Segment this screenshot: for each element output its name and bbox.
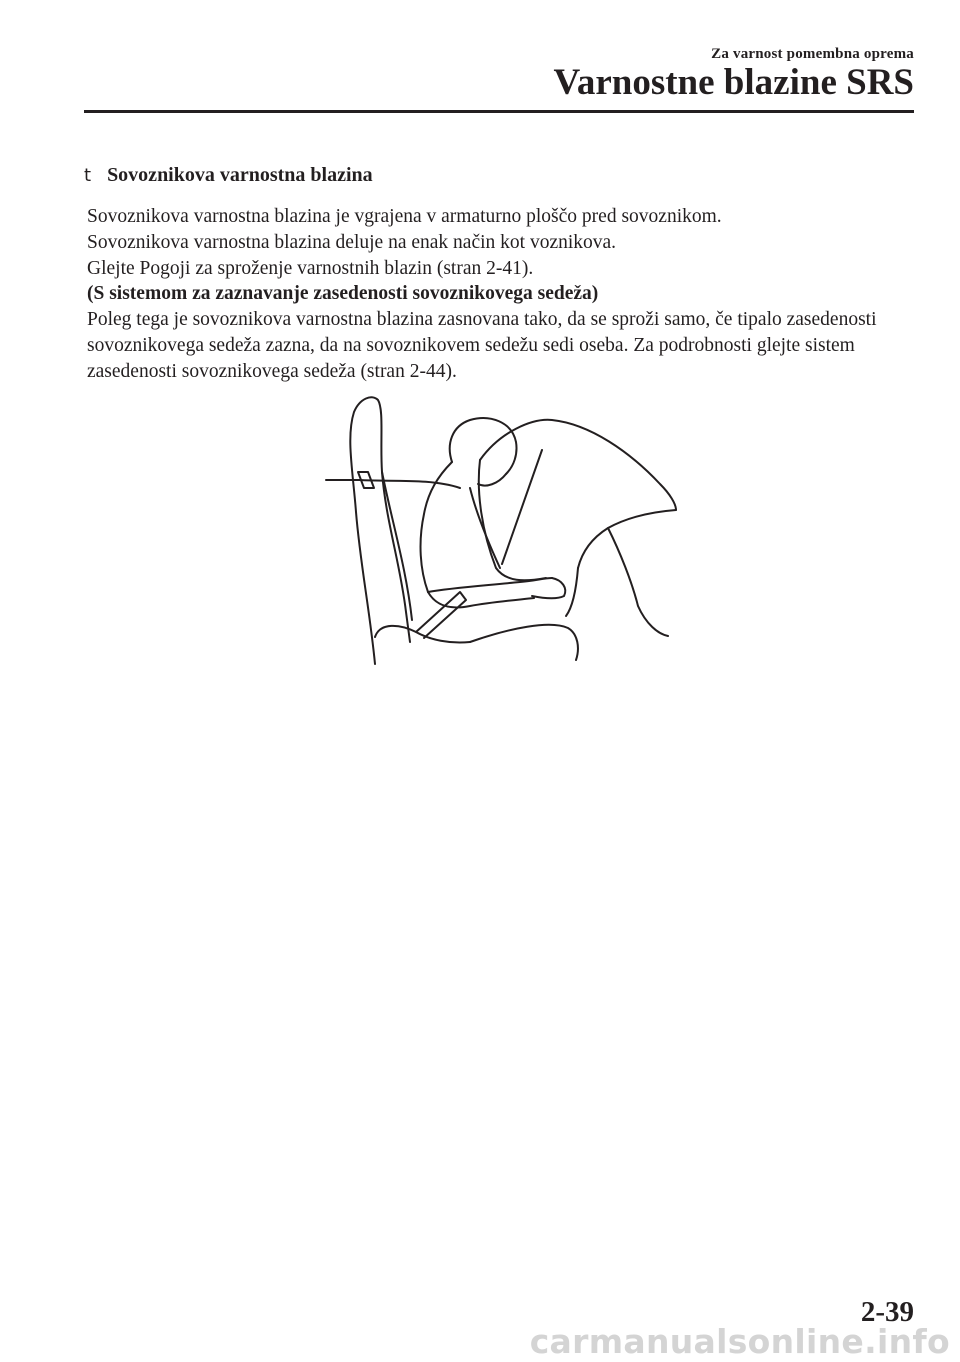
seat-back-outline xyxy=(350,397,410,664)
dashboard-front xyxy=(608,528,668,636)
airbag-cushion xyxy=(480,420,676,510)
page-number: 2-39 xyxy=(860,1296,914,1328)
page-title: Varnostne blazine SRS xyxy=(553,62,914,103)
paragraph-occupancy-sensor: Poleg tega je sovoznikova varnostna blazina zasnovana tako, da se sproži samo, če tipalo zasedenosti sovoznikovega sedeža zazna, da na sovoznikovem sedežu sedi oseba. Za podrobnosti glejte sistem zasedenosti sovoznikovega sedeža (stran 2-44). xyxy=(87,309,877,382)
header-kicker: Za varnost pomembna oprema xyxy=(711,46,914,62)
occupant-head xyxy=(450,418,517,474)
shoulder-belt xyxy=(326,480,460,488)
occupant-thigh xyxy=(428,592,534,607)
airbag-tether xyxy=(502,450,542,564)
header-divider xyxy=(84,110,914,113)
paragraph-location: Sovoznikova varnostna blazina je vgrajena v armaturno ploščo pred sovoznikom. xyxy=(87,206,722,227)
watermark-text: carmanualsonline.info xyxy=(529,1322,950,1361)
paragraph-reference: Glejte Pogoji za sproženje varnostnih blazin (stran 2-41). xyxy=(87,257,534,279)
airbag-deployment-illustration-icon xyxy=(320,392,680,672)
airbag-lower xyxy=(479,460,546,580)
section-heading-text: Sovoznikova varnostna blazina xyxy=(107,164,373,186)
occupant-face xyxy=(478,474,506,486)
dashboard-top xyxy=(578,510,676,568)
section-bullet-icon: t xyxy=(84,165,92,186)
lap-belt xyxy=(416,592,466,638)
section-heading xyxy=(84,164,373,187)
occupant-hand xyxy=(532,578,565,598)
paragraph-subheading: (S sistemom za zaznavanje zasedenosti sovoznikovega sedeža) xyxy=(87,283,599,305)
seat-back-inner xyxy=(382,472,412,620)
seat-cushion xyxy=(375,626,470,643)
paragraph-operation: Sovoznikova varnostna blazina deluje na enak način kot voznikova. xyxy=(87,231,617,253)
dashboard-lower xyxy=(566,568,578,616)
floor-line xyxy=(470,625,578,660)
body-text xyxy=(87,204,927,385)
airbag-figure xyxy=(320,392,680,672)
